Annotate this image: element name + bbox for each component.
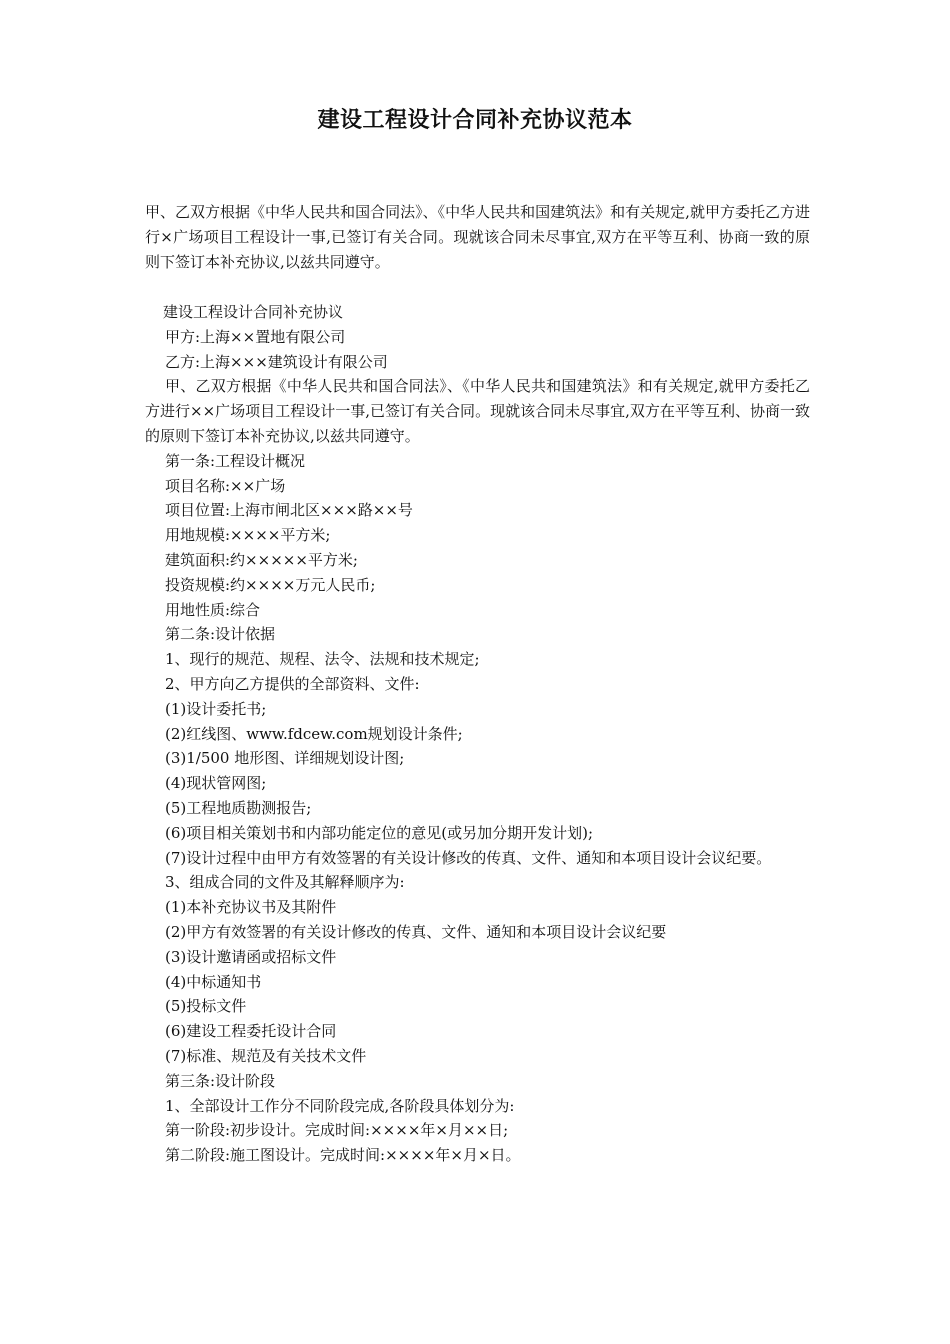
text-line: (2)甲方有效签署的有关设计修改的传真、文件、通知和本项目设计会议纪要 [165, 922, 667, 941]
text-line: 第一条:工程设计概况 [165, 451, 306, 470]
document-title: 建设工程设计合同补充协议范本 [317, 107, 633, 133]
text-line: 2、甲方向乙方提供的全部资料、文件: [165, 674, 420, 693]
text-line: 第一阶段:初步设计。完成时间:××××年×月××日; [165, 1121, 509, 1140]
text-line: (5)工程地质勘测报告; [165, 798, 312, 817]
text-line: (7)标准、规范及有关技术文件 [165, 1046, 367, 1065]
text-line: 建筑面积:约×××××平方米; [165, 550, 358, 569]
intro-paragraph: 甲、乙双方根据《中华人民共和国合同法》、《中华人民共和国建筑法》和有关规定,就甲方委托乙方进行×广场项目工程设计一事,已签订有关合同。现就该合同未尽事宜,双方在平等互利、协商一致的原则下签订本补充协议,以兹共同遵守。 [145, 203, 810, 271]
text-line: (1)本补充协议书及其附件 [165, 898, 337, 917]
text-line: 1、现行的规范、规程、法令、法规和技术规定; [165, 650, 480, 669]
text-line: (3)设计邀请函或招标文件 [165, 947, 337, 966]
text-line: 项目名称:××广场 [165, 476, 286, 495]
preamble-paragraph: 甲、乙双方根据《中华人民共和国合同法》、《中华人民共和国建筑法》和有关规定,就甲方委托乙方进行××广场项目工程设计一事,已签订有关合同。现就该合同未尽事宜,双方在平等互利、协商一致的原则下签订本补充协议,以兹共同遵守。 [145, 377, 810, 445]
text-line: 3、组成合同的文件及其解释顺序为: [165, 873, 405, 892]
item-7-paragraph: (7)设计过程中由甲方有效签署的有关设计修改的传真、文件、通知和本项目设计会议纪要。 [165, 848, 772, 867]
text-line: 投资规模:约××××万元人民币; [165, 575, 376, 594]
text-line: (1)设计委托书; [165, 699, 267, 718]
text-line: 第二阶段:施工图设计。完成时间:××××年×月×日。 [165, 1146, 521, 1165]
text-line: 1、全部设计工作分不同阶段完成,各阶段具体划分为: [165, 1096, 515, 1115]
text-line: 用地规模:××××平方米; [165, 526, 331, 545]
agreement-heading: 建设工程设计合同补充协议 [163, 303, 344, 321]
text-line: (2)红线图、www.fdcew.com规划设计条件; [165, 724, 463, 743]
document-body [145, 300, 810, 1168]
text-line: 第三条:设计阶段 [165, 1071, 276, 1090]
text-line: 项目位置:上海市闸北区×××路××号 [165, 501, 413, 520]
text-line: (6)建设工程委托设计合同 [165, 1022, 337, 1041]
text-line: (5)投标文件 [165, 997, 247, 1016]
text-line: (6)项目相关策划书和内部功能定位的意见(或另加分期开发计划); [165, 823, 594, 842]
text-line: (4)中标通知书 [165, 972, 262, 991]
text-line: (4)现状管网图; [165, 774, 267, 793]
text-line: 用地性质:综合 [165, 600, 261, 619]
text-line: 第二条:设计依据 [165, 625, 276, 644]
party-b: 乙方:上海×××建筑设计有限公司 [165, 352, 388, 371]
party-a: 甲方:上海××置地有限公司 [165, 327, 346, 346]
text-line: (3)1/500 地形图、详细规划设计图; [165, 749, 405, 768]
